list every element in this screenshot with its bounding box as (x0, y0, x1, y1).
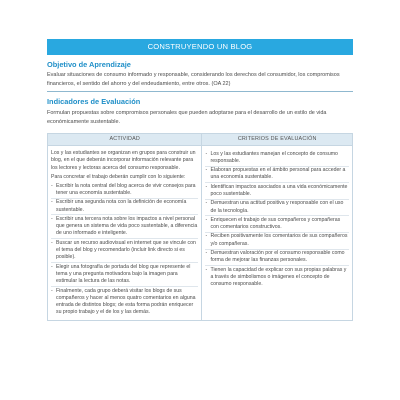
indicators-text: Formulan propuestas sobre compromisos personales que pueden adoptarse para el desarrollo de un estilo de vida económicamente sustentable. (47, 110, 327, 125)
activity-list (51, 182, 198, 317)
list-item: - Finalmente, cada grupo deberá visitar los blogs de sus compañeros y hacer al menos quatro comentarios en alguna entrada de distintos blogs; de esta forma podrán enriquecer su propio trabajo y el de los y las demás. (51, 287, 198, 317)
list-item: - Reciben positivamente los comentarios de sus compañeros y/o compañeras. (205, 233, 349, 250)
activity-table (47, 133, 353, 321)
table-header-row (48, 134, 353, 146)
header-activity: ACTIVIDAD (48, 134, 202, 146)
list-item: - Buscar un recurso audiovisual en internet que se vincule con el tema del blog y recomendarlo (incluir link directo si es posible). (51, 239, 198, 263)
activity-intro: Los y las estudiantes se organizan en grupos para construir un blog, en el que deberán incorporar información relevante para los lectores y lectoras acerca del consumo responsable. (51, 150, 196, 171)
objective-text: Evaluar situaciones de consumo informado y responsable, considerando los derechos del consumidor, los compromisos financieros, el sentido del ahorro y del endeudamiento, entre otros. (OA 22) (47, 72, 340, 87)
list-item: - Tienen la capacidad de explicar con sus propias palabras y a través de simbolismos o imágenes el concepto de consumo responsable. (205, 266, 349, 289)
list-item: - Escribir una tercera nota sobre los impactos a nivel personal que genera un sistema de vida poco sustentable, a diferencia de uno informado e inteligente. (51, 215, 198, 239)
list-item: - Elaboran propuestas en el ámbito personal para acceder a una economía sustentable. (205, 167, 349, 184)
list-item: - Enriquecen el trabajo de sus compañeros y compañeras con comentarios constructivos. (205, 216, 349, 233)
criteria-list (205, 150, 349, 289)
table-row (48, 146, 353, 321)
list-item: - Los y las estudiantes manejan el concepto de consumo responsable. (205, 150, 349, 167)
list-item: - Elegir una fotografía de portada del blog que represente el tema y una pregunta motivadora bajo la imagen para estimular la lectura de las notas. (51, 263, 198, 287)
list-item: - Demuestran una actitud positiva y responsable con el uso de la tecnología. (205, 200, 349, 217)
page-banner-title: CONSTRUYENDO UN BLOG (47, 39, 353, 55)
list-item: - Escribir la nota central del blog acerca de vivir consejos para tener una economía sustentable. (51, 182, 198, 199)
activity-lead: Para concretar el trabajo deberán cumplir con lo siguiente: (51, 173, 186, 180)
header-criteria: CRITERIOS DE EVALUACIÓN (202, 134, 353, 146)
list-item: - Demuestran valoración por el consumo responsable como forma de mejorar las finanzas personales. (205, 250, 349, 267)
list-item: - Identifican impactos asociados a una vida económicamente poco sustentable. (205, 183, 349, 200)
section-divider (47, 91, 353, 92)
criteria-cell (202, 146, 353, 321)
activity-cell (48, 146, 202, 321)
indicators-heading: Indicadores de Evaluación (47, 97, 141, 106)
objective-heading: Objetivo de Aprendizaje (47, 60, 131, 69)
list-item: - Escribir una segunda nota con la definición de economía sustentable. (51, 199, 198, 216)
